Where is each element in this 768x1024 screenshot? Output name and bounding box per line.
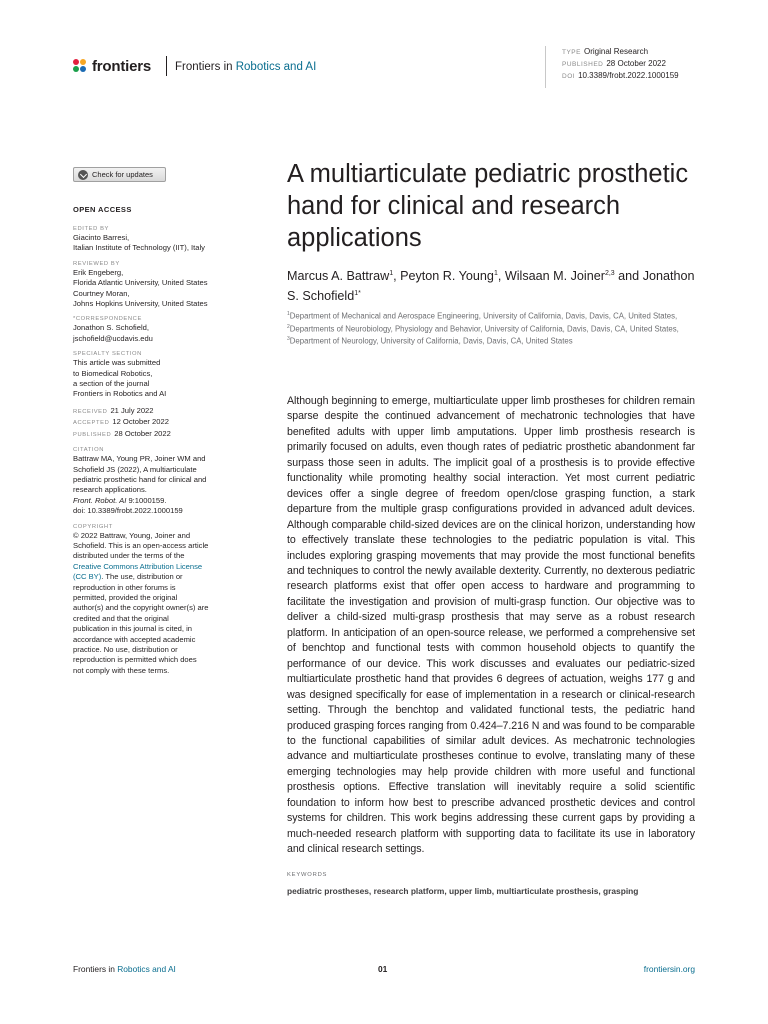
reviewed-by-label: REVIEWED BY bbox=[73, 260, 120, 267]
affil-sup: 1 bbox=[287, 311, 290, 317]
affiliations bbox=[287, 309, 702, 347]
copyright-line: Schofield. This is an open-access article bbox=[73, 540, 209, 550]
copyright-text bbox=[73, 531, 245, 677]
author-name[interactable]: Jonathon S. Schofield bbox=[287, 269, 695, 304]
page-number: 01 bbox=[378, 964, 388, 974]
edited-by-section bbox=[73, 225, 245, 254]
edited-by-line: Giacinto Barresi, bbox=[73, 233, 130, 242]
keywords-label: KEYWORDS bbox=[287, 872, 328, 878]
published-row bbox=[73, 429, 245, 440]
meta-doi-value[interactable]: 10.3389/frobt.2022.1000159 bbox=[578, 71, 679, 80]
accepted-label: ACCEPTED bbox=[73, 420, 110, 427]
meta-type-label: TYPE bbox=[562, 49, 581, 56]
correspondence-label: *CORRESPONDENCE bbox=[73, 316, 142, 323]
citation-line: Schofield JS (2022), A multiarticulate bbox=[73, 464, 197, 474]
copyright-line: accordance with accepted academic bbox=[73, 634, 196, 644]
footer-journal-prefix: Frontiers in bbox=[73, 964, 118, 974]
specialty-label: SPECIALTY SECTION bbox=[73, 351, 142, 358]
citation-line: Battraw MA, Young PR, Joiner WM and bbox=[73, 454, 206, 464]
copyright-line: publication in this journal is cited, in bbox=[73, 624, 193, 634]
affiliation: Department of Mechanical and Aerospace Engineering, University of California, Davis, Davis, CA, United States, bbox=[289, 311, 678, 321]
published-date: 28 October 2022 bbox=[114, 428, 171, 438]
frontiers-logo-icon bbox=[73, 59, 88, 74]
meta-doi-label: DOI bbox=[562, 73, 576, 80]
footer-site-link[interactable]: frontiersin.org bbox=[643, 964, 695, 974]
check-updates-icon bbox=[78, 170, 88, 180]
specialty-line: This article was submitted bbox=[73, 358, 161, 368]
copyright-line: author(s) and the copyright owner(s) are bbox=[73, 603, 209, 613]
affil-sup: 3 bbox=[287, 336, 290, 343]
meta-published-value: 28 October 2022 bbox=[606, 59, 666, 68]
header-divider bbox=[166, 56, 167, 76]
author-affil-sup: 1* bbox=[354, 290, 361, 298]
author-name[interactable]: Marcus A. Battraw bbox=[287, 269, 390, 284]
edited-by-text bbox=[73, 233, 245, 254]
cc-license-link[interactable]: Creative Commons Attribution License bbox=[73, 561, 203, 571]
journal-prefix: Frontiers in bbox=[175, 61, 236, 73]
received-label: RECEIVED bbox=[73, 408, 108, 415]
meta-doi bbox=[562, 70, 679, 82]
specialty-section bbox=[73, 350, 245, 400]
journal-title: Robotics and AI bbox=[235, 61, 317, 73]
sidebar bbox=[73, 205, 245, 682]
reviewed-by-line: Courtney Moran, bbox=[73, 288, 130, 298]
affil-sup: 2 bbox=[287, 323, 290, 330]
reviewed-by-line: Florida Atlantic University, United States bbox=[73, 278, 208, 288]
accepted-date: 12 October 2022 bbox=[112, 417, 169, 427]
copyright-line: distributed under the terms of the bbox=[73, 551, 185, 561]
author-affil-sup: 1 bbox=[389, 270, 394, 277]
meta-published bbox=[562, 58, 679, 70]
author-name[interactable]: Peyton R. Young bbox=[400, 269, 494, 284]
dates-section bbox=[73, 406, 245, 440]
copyright-label: COPYRIGHT bbox=[73, 523, 113, 530]
copyright-line: © 2022 Battraw, Young, Joiner and bbox=[73, 530, 191, 540]
logo-text: frontiers bbox=[92, 58, 152, 75]
citation-section bbox=[73, 446, 245, 516]
citation-journal-line bbox=[73, 496, 245, 506]
citation-journal: Front. Robot. AI bbox=[73, 495, 127, 505]
copyright-line: permitted, provided the original bbox=[73, 592, 178, 602]
edited-by-line: Italian Institute of Technology (IIT), Italy bbox=[73, 243, 205, 253]
check-updates-label: Check for updates bbox=[92, 170, 153, 179]
correspondence-text bbox=[73, 323, 245, 344]
citation-line: research applications. bbox=[73, 485, 147, 495]
cc-by-link[interactable]: (CC BY) bbox=[73, 572, 102, 582]
article-meta bbox=[545, 46, 679, 88]
accepted-row bbox=[73, 417, 245, 428]
citation-doi[interactable]: doi: 10.3389/frobt.2022.1000159 bbox=[73, 506, 183, 516]
meta-type bbox=[562, 46, 679, 58]
copyright-line: credited and that the original bbox=[73, 613, 169, 623]
copyright-line: not comply with these terms. bbox=[73, 665, 170, 675]
open-access-label: OPEN ACCESS bbox=[73, 205, 132, 214]
page-header bbox=[73, 47, 695, 86]
citation-label: CITATION bbox=[73, 447, 104, 454]
received-row bbox=[73, 406, 245, 417]
meta-type-value: Original Research bbox=[583, 47, 649, 56]
article-title: A multiarticulate pediatric prosthetic hand for clinical and research applications bbox=[287, 160, 689, 252]
correspondence-section bbox=[73, 315, 245, 344]
frontiers-logo[interactable] bbox=[73, 58, 151, 75]
published-label: PUBLISHED bbox=[73, 431, 112, 438]
copyright-line: practice. No use, distribution or bbox=[73, 645, 178, 654]
footer-journal[interactable] bbox=[73, 964, 176, 974]
citation-volume: 9:1000159. bbox=[126, 495, 167, 505]
correspondence-email[interactable]: jschofield@ucdavis.edu bbox=[73, 333, 153, 343]
check-for-updates-button[interactable] bbox=[73, 167, 166, 182]
affiliation: Departments of Neurobiology, Physiology and Behavior, University of California, Davis, Davis, CA, United States, bbox=[289, 324, 679, 334]
specialty-line: Frontiers in Robotics and AI bbox=[73, 389, 167, 399]
edited-by-label: EDITED BY bbox=[73, 226, 110, 232]
abstract: Although beginning to emerge, multiarticulate upper limb prostheses for children remain sparse despite the continued advancement of mechatronic technologies that have benefited adults with upper limb amputations. Upper limb prosthesis research is primarily focused on adults, even though rates of pediatric prosthetic abandonment far surpass those seen in adults. The implicit goal of a prosthesis is to provide effective functionality while promoting healthy social interaction. Yet most current pediatric devices offer a single degree of freedom open/close grasping function, a stark departure from the multiple grasp configurations provided in advanced adult devices. Although comparable child-sized devices are on the clinical horizon, understanding how to effectively translate these technologies to the pediatric population is vital. This includes exploring grasping movements that may provide the most functional benefits and techniques to control the newly available dexterity. Currently, no dexterous pediatric research platforms exist that offer open access to hardware and programming to facilitate the investigation and provision of multi-grasp function. Our objective was to deliver a child-sized multi-grasp prosthesis that may serve as a robust research platform. In anticipation of an open-source release, we performed a comprehensive set of benchtop and functional tests with common household objects to quantify the performance of our device. This work discusses and evaluates our pediatric-sized multiarticulate prosthetic hand that provides 6 degrees of actuation, weighs 177 g and was designed specifically for ease of implementation in a research or clinical-research setting. Through the benchtop and validated functional tests, the pediatric hand produced grasping forces ranging from 0.424–7.216 N and was found to be comparable to the functional capabilities of similar adult devices. As mechatronic technologies advance and multiarticulate prostheses continue to evolve, translating many of these emerging technologies may help provide children with more useful and functional prosthesis options. Effective translation will inevitably require a solid scientific foundation to inform how best to prescribe advanced prosthetic devices and control systems for children. This work begins addressing these current gaps by providing a much-needed research platform with supporting data to facilitate its use in laboratory and clinical research settings. bbox=[287, 395, 695, 856]
specialty-text bbox=[73, 358, 245, 400]
received-date: 21 July 2022 bbox=[110, 405, 154, 415]
reviewed-by-line: Erik Engeberg, bbox=[73, 267, 124, 277]
author-list: Marcus A. Battraw$^1$, Peyton R. Young$^1$, Wilsaan M. Joiner$^{2,3}$ and Jonathon S. Schofield$^{1*}$ bbox=[287, 269, 695, 304]
specialty-line: a section of the journal bbox=[73, 379, 150, 389]
copyright-line: . The use, distribution or bbox=[101, 572, 183, 582]
copyright-section bbox=[73, 523, 245, 677]
copyright-line: reproduction is permitted which does bbox=[73, 655, 197, 665]
affiliation: Department of Neurology, University of California, Davis, Davis, CA, United States bbox=[289, 336, 573, 346]
footer-journal-name: Robotics and AI bbox=[117, 964, 176, 974]
author-affil-sup: 2,3 bbox=[604, 270, 615, 277]
citation-line: pediatric prosthetic hand for clinical and bbox=[73, 474, 207, 484]
reviewed-by-section bbox=[73, 260, 245, 310]
keywords: pediatric prostheses, research platform, upper limb, multiarticulate prosthesis, grasping bbox=[287, 886, 639, 896]
meta-published-label: PUBLISHED bbox=[562, 61, 604, 68]
correspondence-name: Jonathon S. Schofield, bbox=[73, 323, 149, 333]
copyright-line: reproduction in other forums is bbox=[73, 582, 176, 592]
author-name[interactable]: Wilsaan M. Joiner bbox=[504, 269, 605, 284]
journal-name[interactable] bbox=[175, 61, 316, 73]
reviewed-by-line: Johns Hopkins University, United States bbox=[73, 299, 208, 309]
citation-text bbox=[73, 454, 245, 516]
author-affil-sup: 1 bbox=[493, 270, 498, 277]
reviewed-by-text bbox=[73, 268, 245, 310]
specialty-line: to Biomedical Robotics, bbox=[73, 368, 153, 378]
